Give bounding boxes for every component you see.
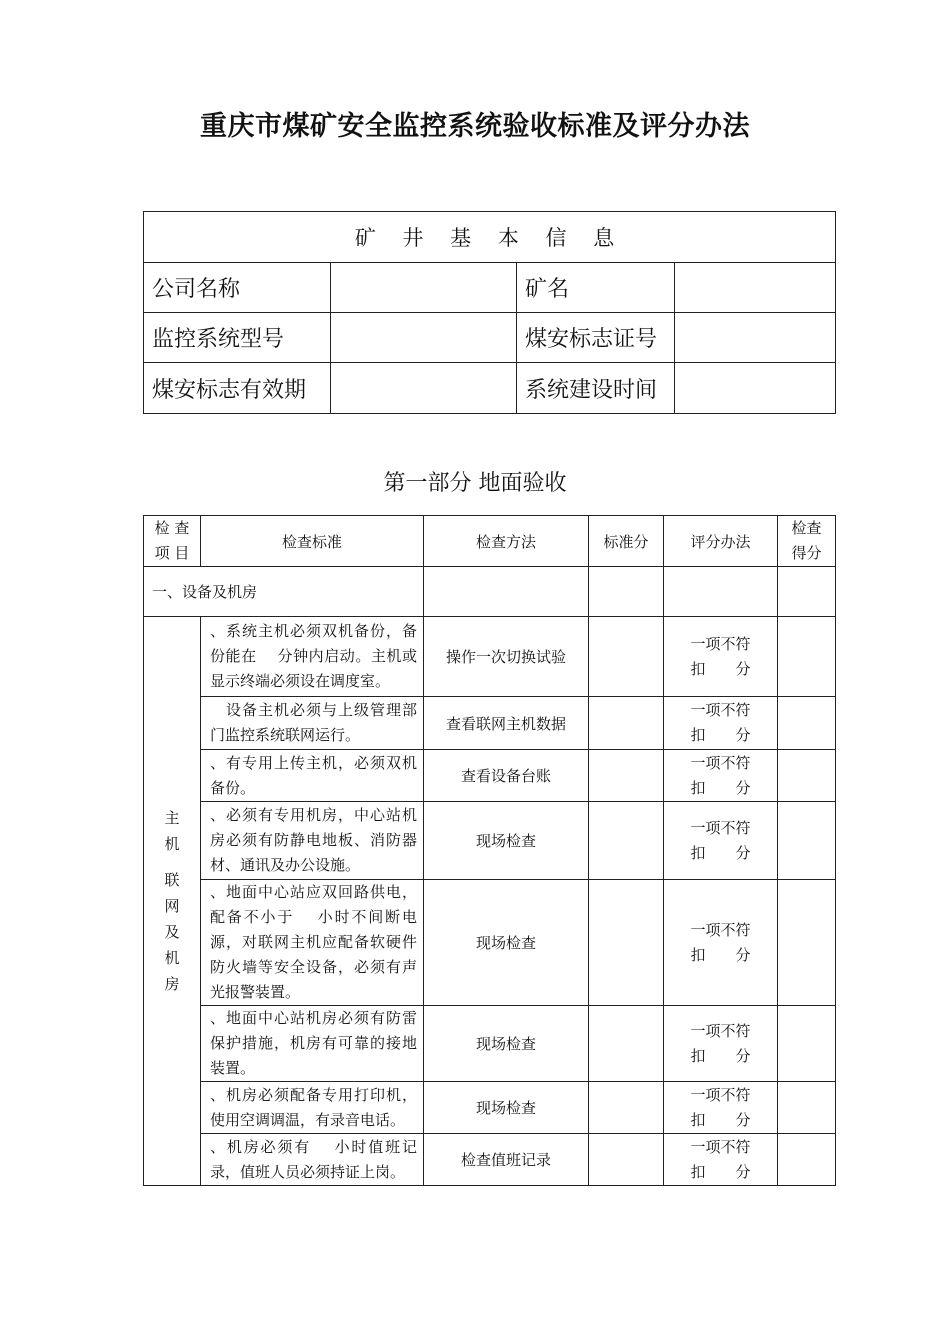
category-rule-cell — [664, 567, 778, 617]
rule-line2: 扣 分 — [690, 1110, 751, 1129]
rule-line2: 扣 分 — [690, 1162, 751, 1181]
system-model-label: 监控系统型号 — [144, 313, 331, 363]
rule-line1: 一项不符 — [690, 1085, 751, 1104]
group-label-char: 机 — [164, 949, 180, 967]
rule-line2: 扣 分 — [690, 843, 751, 862]
group-label — [144, 617, 201, 1186]
group-label-char: 房 — [164, 975, 180, 993]
standard-cell: 、地面中心站应双回路供电，配备不小于 小时不间断电源，对联网主机应配备软硬件防火墙等安全设备，必须有声光报警装置。 — [201, 880, 424, 1006]
certificate-number-value[interactable] — [675, 313, 836, 363]
method-cell: 查看设备台账 — [424, 750, 589, 802]
method-cell: 现场检查 — [424, 880, 589, 1006]
header-rule: 评分办法 — [664, 516, 778, 567]
category-result-cell — [778, 567, 836, 617]
rule-line2: 扣 分 — [690, 1046, 751, 1065]
method-cell: 操作一次切换试验 — [424, 617, 589, 697]
mine-name-label: 矿名 — [517, 263, 675, 313]
score-cell[interactable] — [589, 1006, 664, 1082]
rule-line1: 一项不符 — [690, 818, 751, 837]
build-time-value[interactable] — [675, 363, 836, 414]
result-cell[interactable] — [778, 697, 836, 750]
header-item-line1: 检 查 — [154, 519, 190, 537]
method-cell: 现场检查 — [424, 802, 589, 880]
rule-cell — [664, 1134, 778, 1186]
header-result — [778, 516, 836, 567]
score-cell[interactable] — [589, 697, 664, 750]
rule-line1: 一项不符 — [690, 701, 751, 719]
standard-cell: 、机房必须有 小时值班记录，值班人员必须持证上岗。 — [201, 1134, 424, 1186]
build-time-label: 系统建设时间 — [517, 363, 675, 414]
mine-info-table — [143, 211, 836, 414]
header-method: 检查方法 — [424, 516, 589, 567]
result-cell[interactable] — [778, 1006, 836, 1082]
method-cell: 检查值班记录 — [424, 1134, 589, 1186]
page-title: 重庆市煤矿安全监控系统验收标准及评分办法 — [200, 111, 750, 142]
header-item-line2: 项 目 — [154, 544, 190, 562]
company-name-value[interactable] — [331, 263, 517, 313]
rule-cell — [664, 617, 778, 697]
score-cell[interactable] — [589, 617, 664, 697]
acceptance-table — [143, 515, 836, 1186]
rule-line2: 扣 分 — [690, 945, 751, 964]
header-standard: 检查标准 — [201, 516, 424, 567]
mine-name-value[interactable] — [675, 263, 836, 313]
method-cell: 查看联网主机数据 — [424, 697, 589, 750]
group-label-char: 机 — [164, 835, 180, 853]
category-method-cell — [424, 567, 589, 617]
certificate-validity-label: 煤安标志有效期 — [144, 363, 331, 414]
rule-cell — [664, 880, 778, 1006]
rule-line2: 扣 分 — [690, 778, 751, 797]
rule-line2: 扣 分 — [690, 726, 751, 744]
standard-cell: 、有专用上传主机，必须双机备份。 — [201, 750, 424, 802]
rule-cell — [664, 802, 778, 880]
rule-cell — [664, 750, 778, 802]
result-cell[interactable] — [778, 880, 836, 1006]
score-cell[interactable] — [589, 1134, 664, 1186]
standard-cell: 、系统主机必须双机备份，备份能在 分钟内启动。主机或显示终端必须设在调度室。 — [201, 617, 424, 697]
result-cell[interactable] — [778, 750, 836, 802]
mine-info-header: 矿 井 基 本 信 息 — [144, 212, 836, 263]
company-name-label: 公司名称 — [144, 263, 331, 313]
standard-cell: 、机房必须配备专用打印机，使用空调调温，有录音电话。 — [201, 1082, 424, 1134]
score-cell[interactable] — [589, 802, 664, 880]
score-cell[interactable] — [589, 880, 664, 1006]
rule-cell — [664, 1006, 778, 1082]
rule-line1: 一项不符 — [690, 1021, 751, 1040]
score-cell[interactable] — [589, 1082, 664, 1134]
result-cell[interactable] — [778, 617, 836, 697]
result-cell[interactable] — [778, 802, 836, 880]
system-model-value[interactable] — [331, 313, 517, 363]
standard-cell: 、必须有专用机房，中心站机房必须有防静电地板、消防器材、通讯及办公设施。 — [201, 802, 424, 880]
group-label-char: 网 — [164, 897, 180, 915]
category-title: 一、设备及机房 — [144, 567, 424, 617]
rule-line2: 扣 分 — [690, 659, 751, 678]
method-cell: 现场检查 — [424, 1006, 589, 1082]
result-cell[interactable] — [778, 1082, 836, 1134]
rule-line1: 一项不符 — [690, 920, 751, 939]
method-cell: 现场检查 — [424, 1082, 589, 1134]
rule-cell — [664, 697, 778, 750]
group-label-char — [144, 857, 200, 867]
group-label-char: 联 — [164, 871, 180, 889]
standard-cell: 设备主机必须与上级管理部门监控系统联网运行。 — [201, 697, 424, 750]
header-result-line1: 检查 — [791, 519, 822, 537]
rule-line1: 一项不符 — [690, 753, 751, 772]
score-cell[interactable] — [589, 750, 664, 802]
standard-cell: 、地面中心站机房必须有防雷保护措施，机房有可靠的接地装置。 — [201, 1006, 424, 1082]
result-cell[interactable] — [778, 1134, 836, 1186]
header-item — [144, 516, 201, 567]
section-title: 第一部分 地面验收 — [383, 471, 567, 496]
header-score: 标准分 — [589, 516, 664, 567]
category-score-cell — [589, 567, 664, 617]
certificate-validity-value[interactable] — [331, 363, 517, 414]
group-label-char: 主 — [164, 809, 180, 827]
rule-line1: 一项不符 — [690, 1137, 751, 1156]
header-result-line2: 得分 — [791, 544, 822, 562]
rule-line1: 一项不符 — [690, 634, 751, 653]
rule-cell — [664, 1082, 778, 1134]
group-label-char: 及 — [164, 923, 180, 941]
certificate-number-label: 煤安标志证号 — [517, 313, 675, 363]
